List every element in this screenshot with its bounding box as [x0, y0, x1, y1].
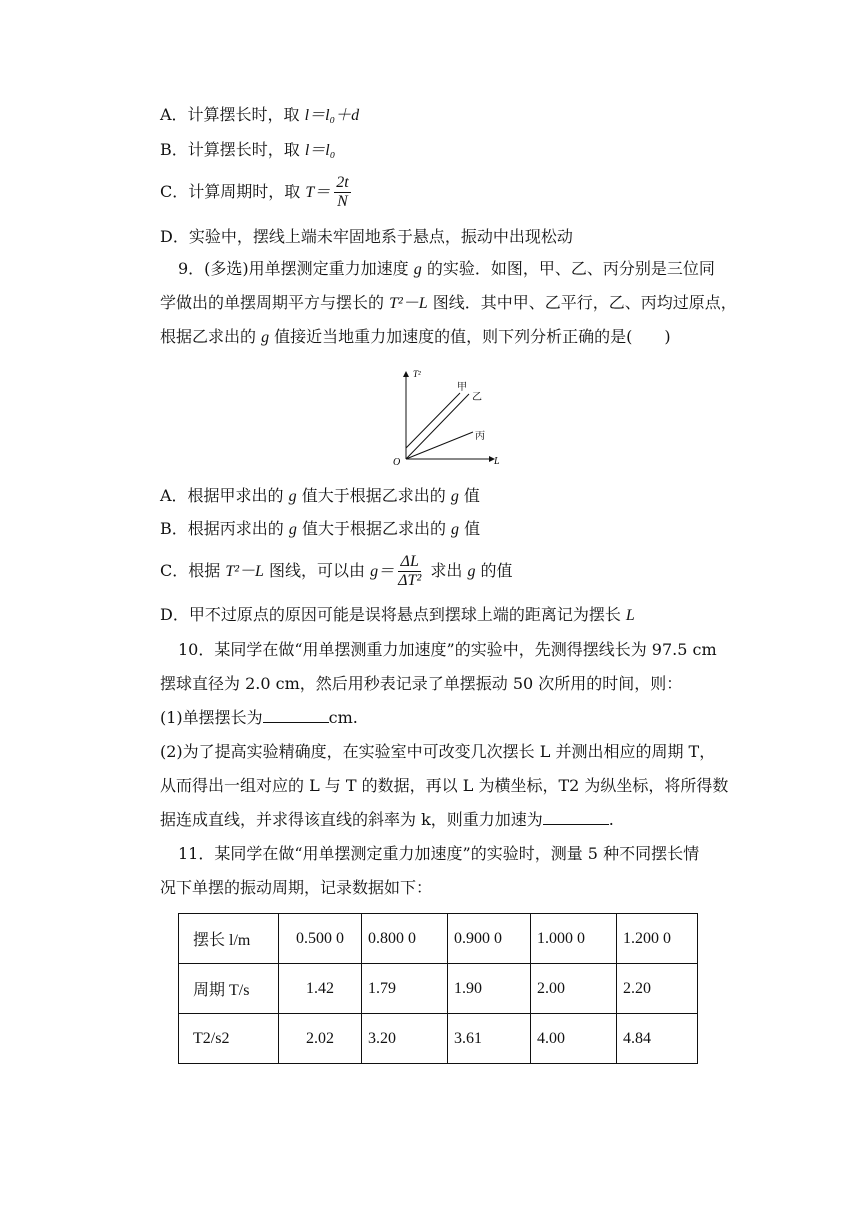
table-header-cell: 摆长 l/m [179, 914, 279, 964]
symbol-g: g [261, 329, 270, 346]
q9-option-text: D．甲不过原点的原因可能是误将悬点到摆球上端的距离记为摆长 [160, 605, 626, 624]
table-cell: 3.20 [362, 1014, 448, 1064]
q9-option-d [160, 604, 635, 627]
q9-text: 根据乙求出的 [160, 327, 262, 346]
q9-option-text: 值 [458, 486, 480, 505]
data-table [178, 913, 698, 1064]
q9-line-2 [160, 292, 737, 315]
symbol-g: g [413, 261, 422, 278]
q8-option-b-formula: l＝l₀ [304, 142, 336, 159]
q10-sub-2-text: . [608, 810, 614, 829]
q9-option-text: 图线，可以由 [263, 561, 371, 580]
formula-t2-l: T²－L [389, 295, 428, 312]
line-bing [406, 432, 473, 459]
q10-sub-2-line-2: 从而得出一组对应的 L 与 T 的数据，再以 L 为横坐标，T2 为纵坐标，将所得数 [160, 776, 729, 795]
symbol-g: g [467, 563, 476, 580]
table-cell: 0.900 0 [448, 914, 531, 964]
q9-text: 图线．其中甲、乙平行，乙、丙均过原点， [427, 293, 737, 312]
table-cell: 1.42 [279, 964, 362, 1014]
answer-blank[interactable] [543, 810, 609, 825]
fraction-denominator: N [337, 193, 348, 210]
table-cell: 4.84 [617, 1014, 698, 1064]
symbol-g: g [450, 488, 459, 505]
table-cell: 3.61 [448, 1014, 531, 1064]
symbol-g: g [288, 488, 297, 505]
q8-option-a-formula: l＝l₀＋d [304, 107, 360, 124]
q9-option-text: 值 [459, 519, 481, 538]
q8-option-b-text: B．计算摆长时，取 [160, 140, 305, 159]
table-cell: 2.00 [531, 964, 617, 1014]
q8-option-d: D．实验中，摆线上端未牢固地系于悬点，振动中出现松动 [160, 227, 573, 246]
q8-option-c [160, 172, 355, 213]
q9-option-c-fraction [398, 553, 421, 590]
q10-line-1: 10．某同学在做“用单摆测重力加速度”的实验中，先测得摆线长为 97.5 cm [178, 640, 717, 659]
q9-option-text: A．根据甲求出的 [160, 486, 289, 505]
symbol-l: L [625, 607, 635, 624]
table-cell: 4.00 [531, 1014, 617, 1064]
q10-sub-2-line-3 [160, 809, 614, 831]
q9-line-1 [178, 258, 715, 281]
origin-label: O [393, 457, 401, 468]
q9-option-text: C．根据 [160, 561, 226, 580]
line-jia [406, 393, 460, 448]
answer-blank[interactable] [263, 708, 329, 723]
table-header-cell: T2/s2 [179, 1014, 279, 1064]
symbol-g: g [288, 521, 297, 538]
table-cell: 1.200 0 [617, 914, 698, 964]
q9-option-text: 的值 [475, 561, 513, 580]
line-yi [406, 394, 469, 459]
fraction-denominator: ΔT² [398, 572, 422, 589]
q9-option-text: 值大于根据乙求出的 [296, 519, 452, 538]
q9-option-a [160, 485, 480, 508]
table-header-cell: 周期 T/s [179, 964, 279, 1014]
table-cell: 0.500 0 [279, 914, 362, 964]
table-cell: 1.000 0 [531, 914, 617, 964]
formula-t2-l: T²－L [225, 563, 264, 580]
symbol-g: g [451, 521, 460, 538]
q10-sub-1 [160, 707, 358, 729]
q9-option-text: B．根据丙求出的 [160, 519, 289, 538]
q9-text: 9．(多选)用单摆测定重力加速度 [178, 259, 414, 278]
formula-g-lhs: g＝ [370, 563, 395, 580]
table-cell: 2.20 [617, 964, 698, 1014]
q11-line-1: 11．某同学在做“用单摆测定重力加速度”的实验时，测量 5 种不同摆长情 [178, 844, 700, 863]
q9-option-text: 求出 [425, 561, 468, 580]
q10-sub-2-line-1: (2)为了提高实验精确度，在实验室中可改变几次摆长 L 并测出相应的周期 T， [160, 742, 716, 761]
table-row [179, 964, 698, 1014]
q8-option-a-text: A．计算摆长时，取 [160, 105, 305, 124]
table-row [179, 914, 698, 964]
q10-sub-1-unit: cm. [328, 708, 358, 727]
q9-option-b [160, 518, 480, 541]
table-cell: 1.90 [448, 964, 531, 1014]
fraction-numerator: 2t [336, 174, 349, 191]
table-cell: 1.79 [362, 964, 448, 1014]
q9-option-text: 值大于根据乙求出的 [296, 486, 451, 505]
table-row [179, 1014, 698, 1064]
table-cell: 2.02 [279, 1014, 362, 1064]
q9-text: 值接近当地重力加速度的值，则下列分析正确的是( ) [269, 327, 671, 346]
table-cell: 0.800 0 [362, 914, 448, 964]
q10-line-2: 摆球直径为 2.0 cm，然后用秒表记录了单摆振动 50 次所用的时间，则： [160, 674, 683, 693]
q9-line-3 [160, 326, 671, 349]
t2-l-graph [386, 364, 506, 468]
q9-text: 学做出的单摆周期平方与摆长的 [160, 293, 390, 312]
y-axis-label: T² [413, 369, 421, 379]
fraction-numerator: ΔL [398, 553, 421, 572]
label-bing: 丙 [475, 431, 485, 442]
q10-sub-2-text: 据连成直线，并求得该直线的斜率为 k，则重力加速为 [160, 810, 543, 829]
q11-line-2: 况下单摆的振动周期，记录数据如下： [160, 878, 433, 897]
label-jia: 甲 [457, 382, 467, 393]
label-yi: 乙 [472, 392, 482, 403]
q8-option-c-text: C．计算周期时，取 [160, 182, 306, 201]
x-axis-label: L [494, 456, 500, 467]
q8-option-a [160, 104, 359, 127]
q9-text: 的实验．如图，甲、乙、丙分别是三位同 [421, 259, 715, 278]
q8-option-c-lhs: T＝ [305, 184, 331, 201]
q9-option-c [160, 551, 513, 592]
q8-option-b [160, 139, 335, 162]
q8-option-c-fraction [334, 174, 350, 211]
q10-sub-1-text: (1)单摆摆长为 [160, 708, 263, 727]
